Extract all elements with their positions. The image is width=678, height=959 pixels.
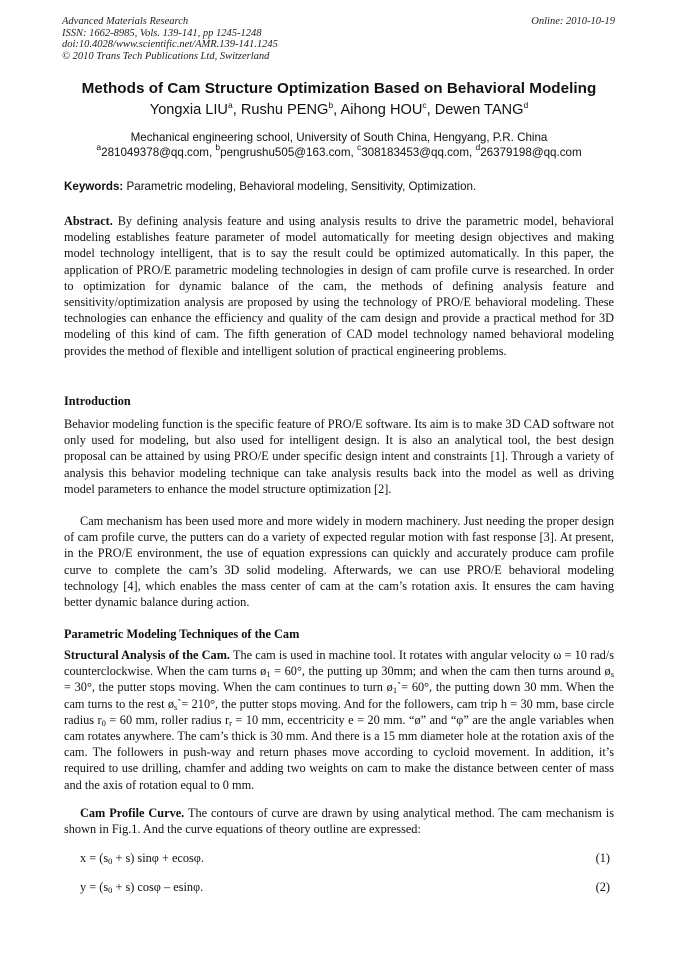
email-separator: , [469,146,476,159]
struct-text: The cam is used in machine tool. It rotates with angular velocity ω = 10 rad/s counterclockwise. When the cam turns ø [64,648,614,679]
affiliation: Mechanical engineering school, University of South China, Hengyang, P.R. China [130,131,548,144]
struct-subscript: 0 [101,717,106,728]
equation-1 [80,851,610,866]
email-list [40,142,638,159]
keywords-label: Keywords: [64,180,124,193]
journal-issn: ISSN: 1662-8985, Vols. 139-141, pp 1245-1248 [62,27,262,39]
journal-doi: doi:10.4028/www.scientific.net/AMR.139-141.1245 [62,39,278,51]
email-address: pengrushu505@163.com [220,146,351,159]
struct-text: = 60°, the putting up 30mm; and when the cam then turns around ø [270,664,611,679]
cam-profile-label: Cam Profile Curve. [80,806,185,820]
struct-subscript: s [174,701,178,712]
equation-2 [80,880,610,895]
struct-subscript: s [610,669,614,680]
struct-text: = 60 mm, roller radius r [105,712,230,727]
equation-subscript: 0 [108,885,113,895]
equation-text: y = (s [80,880,109,894]
email-separator: , [208,146,216,159]
paper-title: Methods of Cam Structure Optimization Based on Behavioral Modeling [81,80,597,97]
author-separator: , [426,102,435,118]
structural-analysis-label: Structural Analysis of the Cam. [64,648,231,662]
author-name: Yongxia LIU [149,102,228,118]
email-address: 308183453@qq.com [361,146,470,159]
struct-text: `= 210°, the putter stops moving. And for the followers, cam trip h = 30 mm, base circle radius r [64,696,615,727]
email-mark: b [215,142,221,152]
keywords [64,180,614,193]
struct-text: = 10 mm, eccentricity e = 20 mm. “ø” and “φ” are the angle variables when cam rotates anywhere. The cam’s thick is 30 mm. And there is a 15 mm diameter hole at the rotation axis of the cam. The followers in push-way and return phases move according to cycloid movement. In addition, it’s required to use drilling, chamfer and adding two weights on cam to make the distance between center of mass and the axis of rotation equal to 0 mm. [64,712,614,792]
journal-name: Advanced Materials Research [62,16,189,27]
email-address: 26379198@qq.com [480,146,582,159]
author-affil-mark: c [422,100,427,110]
structural-analysis-paragraph [64,647,614,793]
section-heading-parametric: Parametric Modeling Techniques of the Cam [64,627,300,641]
author-affil-mark: a [227,100,233,110]
intro-paragraph-1: Behavior modeling function is the specific feature of PRO/E software. Its aim is to make 3D CAD software not only used for modeling, but also used for intelligent design. It is also an analytical tool, the best design proposal can be attained by using PRO/E under specific design intent and constraints [1]. Through a variety of analysis this behavior modeling technique can take analysis results back into the model as well as driving model parameters to enhance the model structure optimization [2]. [64,417,614,496]
equation-text: x = (s [80,851,109,865]
email-separator: , [350,146,357,159]
author-separator: , [333,102,341,118]
abstract-text: By defining analysis feature and using analysis results to drive the parametric model, behavioral modeling establishes feature parameter of model automatically for meeting design objectives and making model technology intelligent, that is to say the result could be optimized automatically. In this paper, the application of PRO/E parametric modeling technologies in design of cam profile curve is researched. In order to optimization for dynamic balance of the cam, the methods of defining analysis feature and sensitivity/optimization analysis are proposed by using the technology of PRO/E behavioral modeling. These technologies can enhance the efficiency and quality of the cam design and provide a practical method for 3D modeling of this kind of cam. The fifth generation of CAD model technology named behavioral modeling provides the method of flexible and intelligent solution of practical engineering problems. [64,214,615,358]
cam-profile-text: The contours of curve are drawn by using analytical method. The cam mechanism is shown in Fig.1. And the curve equations of theory outline are expressed: [64,806,614,837]
equation-number: (2) [595,880,610,894]
keywords-text: Parametric modeling, Behavioral modeling, Sensitivity, Optimization. [126,180,477,193]
online-date: Online: 2010-10-19 [531,16,615,27]
equation-text: + s) sinφ + ecosφ. [112,851,204,865]
struct-subscript: 1 [266,669,271,680]
author-separator: , [232,102,241,118]
equation-number: (1) [595,851,610,865]
email-address: 281049378@qq.com [101,146,209,159]
author-affil-mark: b [328,100,334,110]
equation-text: + s) cosφ – esinφ. [112,880,204,894]
journal-header [62,16,278,62]
author-affil-mark: d [523,100,529,110]
abstract-label: Abstract. [64,214,113,228]
struct-text: = 30°, the putter stops moving. When the cam continues to turn ø [64,680,393,695]
struct-subscript: r [229,717,232,728]
abstract [64,213,614,359]
email-mark: c [356,142,362,152]
email-mark: a [96,142,102,152]
author-name: Aihong HOU [340,102,423,118]
struct-subscript: 1 [392,685,398,696]
equation-subscript: 0 [108,856,113,866]
author-list [40,102,638,118]
struct-text: `= 60°, the putting down 30 mm. When the cam turns to the rest ø [64,680,614,711]
author-name: Dewen TANG [434,102,524,118]
author-name: Rushu PENG [240,102,329,118]
cam-profile-paragraph [64,805,614,837]
intro-paragraph-2: Cam mechanism has been used more and more widely in modern machinery. Just needing the proper design of cam profile curve, the putters can do a variety of expected regular motion with fast response [3]. At present, in the PRO/E environment, the use of equation expressions can quickly and accurately produce cam profile curve to complete the cam’s 3D solid modeling. Afterwards, we can use PRO/E behavioral modeling technology [4], which enables the mass center of cam at the cam’s rotation axis. It ensures the cam having better dynamic balance during action. [64,514,614,610]
email-mark: d [475,142,481,152]
section-heading-introduction: Introduction [64,394,131,408]
journal-copyright: © 2010 Trans Tech Publications Ltd, Switzerland [62,50,270,62]
